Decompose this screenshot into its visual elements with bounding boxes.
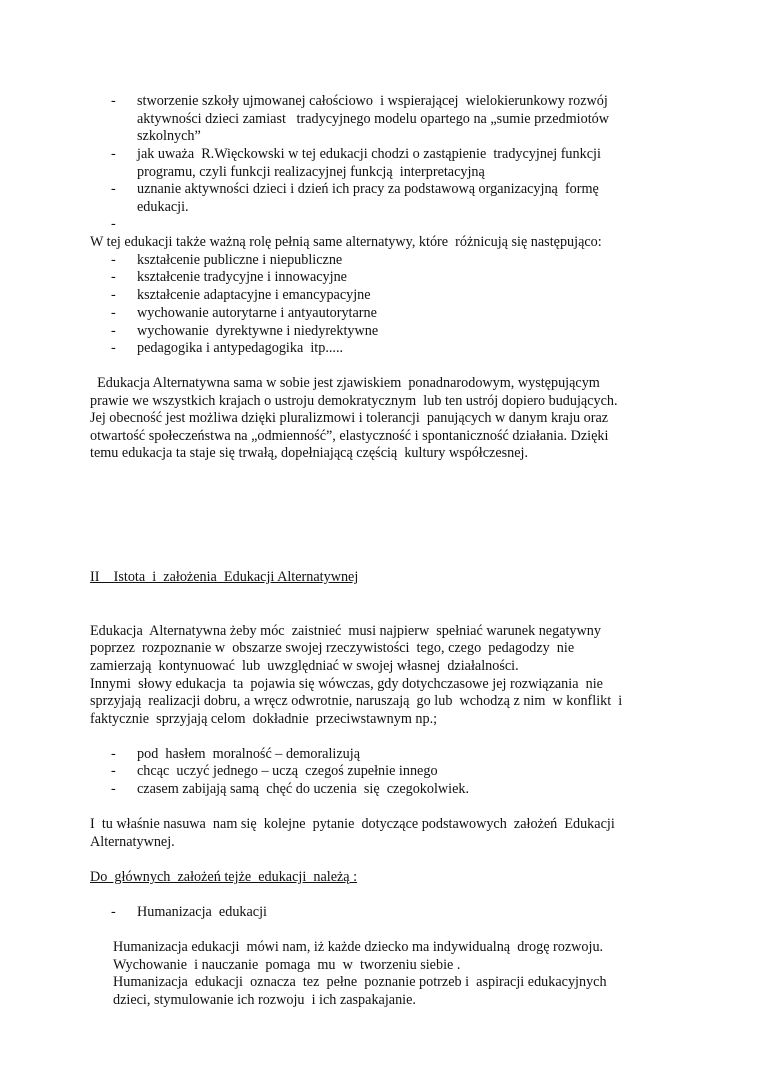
paragraph-line: otwartość społeczeństwa na „odmienność”, elastyczność i spontaniczność działania. Dzięki <box>90 428 609 444</box>
list-item-line: stworzenie szkoły ujmowanej całościowo i wspierającej wielokierunkowy rozwój <box>137 93 608 109</box>
paragraph-line: faktycznie sprzyjają celom dokładnie przeciwstawnym np.; <box>90 711 438 727</box>
list-dash: - <box>111 252 116 268</box>
paragraph-line: sprzyjają realizacji dobru, a wręcz odwrotnie, naruszają go lub wchodzą z nim w konflikt i <box>90 693 623 709</box>
paragraph-line: Alternatywnej. <box>90 834 175 850</box>
list-item: wychowanie autorytarne i antyautorytarne <box>137 305 377 321</box>
list-item: kształcenie adaptacyjne i emancypacyjne <box>137 287 371 303</box>
list-dash: - <box>111 781 116 797</box>
list-item: kształcenie tradycyjne i innowacyjne <box>137 269 347 285</box>
list-item: kształcenie publiczne i niepubliczne <box>137 252 343 268</box>
list-dash: - <box>111 340 116 356</box>
list-item-line: edukacji. <box>137 199 189 215</box>
list-item: pod hasłem moralność – demoralizują <box>137 746 360 762</box>
paragraph-line: Edukacja Alternatywna żeby móc zaistnieć musi najpierw spełniać warunek negatywny <box>90 623 601 639</box>
paragraph-line: Humanizacja edukacji oznacza tez pełne poznanie potrzeb i aspiracji edukacyjnych <box>113 974 607 990</box>
paragraph-line: zamierzają kontynuować lub uwzględniać w swojej własnej działalności. <box>90 658 519 674</box>
list-item: czasem zabijają samą chęć do uczenia się czegokolwiek. <box>137 781 470 797</box>
paragraph-line: prawie we wszystkich krajach o ustroju demokratycznym lub ten ustrój dopiero budujących. <box>90 393 618 409</box>
subheading: Do głównych założeń tejże edukacji należą : <box>90 869 358 885</box>
paragraph-line: dzieci, stymulowanie ich rozwoju i ich zaspakajanie. <box>113 992 416 1008</box>
list-dash: - <box>111 746 116 762</box>
list-item-line: aktywności dzieci zamiast tradycyjnego modelu opartego na „sumie przedmiotów <box>137 111 609 127</box>
list-dash: - <box>111 181 116 197</box>
list-dash: - <box>111 323 116 339</box>
list-dash: - <box>111 269 116 285</box>
paragraph-line: Edukacja Alternatywna sama w sobie jest zjawiskiem ponadnarodowym, występującym <box>90 375 600 391</box>
list-item-line: uznanie aktywności dzieci i dzień ich pracy za podstawową organizacyjną formę <box>137 181 599 197</box>
list-dash: - <box>111 216 116 232</box>
paragraph-line: I tu właśnie nasuwa nam się kolejne pytanie dotyczące podstawowych założeń Edukacji <box>90 816 615 832</box>
list-item: chcąc uczyć jednego – uczą czegoś zupełnie innego <box>137 763 438 779</box>
paragraph-line: temu edukacja ta staje się trwałą, dopełniającą częścią kultury współczesnej. <box>90 445 529 461</box>
list-item-humanization: Humanizacja edukacji <box>137 904 267 920</box>
list-dash: - <box>111 93 116 109</box>
paragraph-line: Humanizacja edukacji mówi nam, iż każde dziecko ma indywidualną drogę rozwoju. <box>113 939 604 955</box>
list-item: wychowanie dyrektywne i niedyrektywne <box>137 323 379 339</box>
list-item: pedagogika i antypedagogika itp..... <box>137 340 344 356</box>
list-item-line: jak uważa R.Więckowski w tej edukacji chodzi o zastąpienie tradycyjnej funkcji <box>137 146 601 162</box>
paragraph-line: poprzez rozpoznanie w obszarze swojej rzeczywistości tego, czego pedagodzy nie <box>90 640 575 656</box>
list-dash: - <box>111 305 116 321</box>
list-dash: - <box>111 904 116 920</box>
list-dash: - <box>111 146 116 162</box>
paragraph-line: Jej obecność jest możliwa dzięki pluralizmowi i tolerancji panujących w danym kraju oraz <box>90 410 609 426</box>
section-heading: II Istota i założenia Edukacji Alternatywnej <box>90 569 359 585</box>
paragraph-line: Innymi słowy edukacja ta pojawia się wówczas, gdy dotychczasowe jej rozwiązania nie <box>90 676 603 692</box>
paragraph-line: Wychowanie i nauczanie pomaga mu w tworzeniu siebie . <box>113 957 461 973</box>
list-item-line: programu, czyli funkcji realizacyjnej funkcją interpretacyjną <box>137 164 485 180</box>
intro-alternatives: W tej edukacji także ważną rolę pełnią same alternatywy, które różnicują się następująco: <box>90 234 602 250</box>
list-item-line: szkolnych” <box>137 128 201 144</box>
list-dash: - <box>111 763 116 779</box>
list-dash: - <box>111 287 116 303</box>
